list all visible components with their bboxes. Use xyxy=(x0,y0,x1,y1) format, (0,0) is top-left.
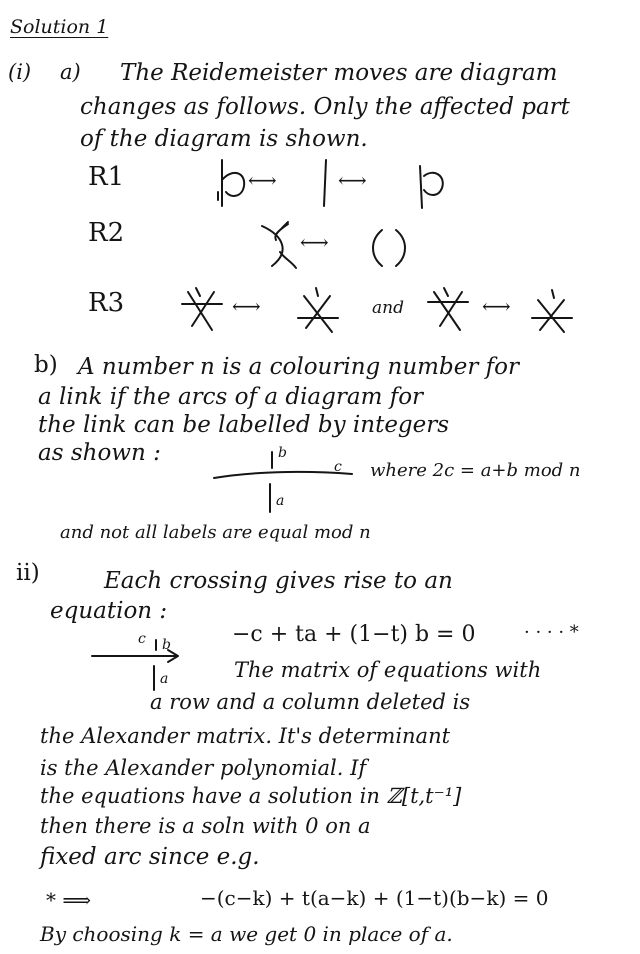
part-a-line-2: changes as follows. Only the affected part xyxy=(80,94,570,120)
final-line: By choosing k = a we get 0 in place of a. xyxy=(40,922,453,946)
r1-straight-diagram xyxy=(324,160,326,206)
r2-crossed-diagram xyxy=(262,222,296,268)
r1-arrow-left: ⟷ xyxy=(248,168,277,192)
r3-diagram-1 xyxy=(182,288,222,330)
colouring-label-c: c xyxy=(334,459,342,475)
part-b-line-2: a link if the arcs of a diagram for xyxy=(38,384,424,410)
move-label-r3: R3 xyxy=(88,288,125,318)
colouring-last-line: and not all labels are equal mod n xyxy=(60,522,371,543)
crossing-equation: −c + ta + (1−t) b = 0 xyxy=(232,622,476,647)
part-a-line-3: of the diagram is shown. xyxy=(80,126,368,152)
part-b-line-1: A number n is a colouring number for xyxy=(78,354,519,380)
r2-arrow: ⟷ xyxy=(300,230,329,254)
r3-diagram-2 xyxy=(298,288,338,332)
colouring-label-b: b xyxy=(278,445,287,461)
implication-symbol: * ⟹ xyxy=(46,888,92,912)
part-b-line-3: the link can be labelled by integers xyxy=(38,412,450,438)
matrix-line-1: The matrix of equations with xyxy=(234,658,542,682)
move-label-r2: R2 xyxy=(88,218,125,248)
part-ii-line-1: Each crossing gives rise to an xyxy=(104,568,453,594)
part-a-label: a) xyxy=(60,60,81,84)
colouring-label-a: a xyxy=(276,493,285,509)
part-i-label: (i) xyxy=(8,60,32,84)
r3-and: and xyxy=(372,298,404,318)
r3-diagram-4 xyxy=(532,290,572,332)
matrix-line-7: fixed arc since e.g. xyxy=(40,844,260,870)
move-label-r1: R1 xyxy=(88,162,125,192)
equation-marker: · · · · * xyxy=(524,622,579,643)
part-a-line-1: The Reidemeister moves are diagram xyxy=(120,60,558,86)
page-title: Solution 1 xyxy=(10,16,109,38)
implication-equation: −(c−k) + t(a−k) + (1−t)(b−k) = 0 xyxy=(200,886,549,910)
part-b-line-4: as shown : xyxy=(38,440,161,466)
equation-label-a: a xyxy=(160,671,169,687)
matrix-line-6: then there is a soln with 0 on a xyxy=(40,814,371,838)
equation-label-c: c xyxy=(138,631,146,647)
r3-arrow-right: ⟷ xyxy=(482,294,511,318)
part-b-label: b) xyxy=(34,352,58,378)
part-ii-line-2: equation : xyxy=(50,598,168,624)
r2-separated-diagram xyxy=(373,230,405,266)
matrix-line-2: a row and a column deleted is xyxy=(150,690,471,714)
r3-diagram-3 xyxy=(428,288,468,330)
r1-kink-right-diagram xyxy=(420,166,443,208)
r1-arrow-right: ⟷ xyxy=(338,168,367,192)
r1-kink-left-diagram xyxy=(218,160,244,206)
r3-arrow-left: ⟷ xyxy=(232,294,261,318)
part-ii-label: ii) xyxy=(16,560,40,586)
colouring-condition: where 2c = a+b mod n xyxy=(370,460,581,481)
matrix-line-3: the Alexander matrix. It's determinant xyxy=(40,724,451,748)
equation-label-b: b xyxy=(162,637,171,653)
matrix-line-5: the equations have a solution in ℤ[t,t⁻¹] xyxy=(40,784,462,808)
matrix-line-4: is the Alexander polynomial. If xyxy=(40,756,367,780)
